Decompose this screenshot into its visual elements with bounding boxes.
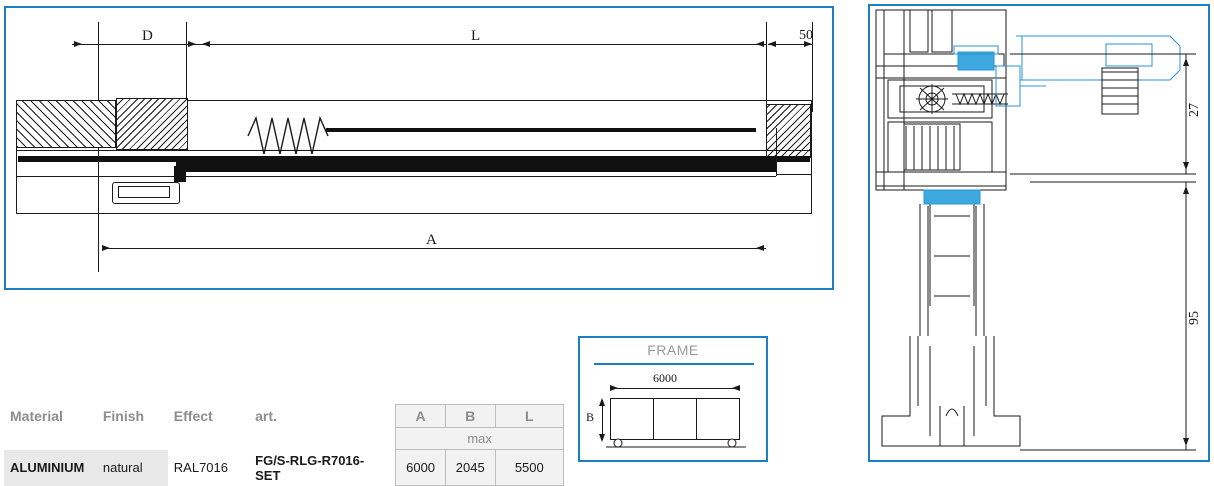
tension-rod: [326, 128, 756, 132]
table-row: [4, 450, 564, 486]
dimension-label-D: D: [142, 28, 153, 44]
max-label: max: [396, 428, 564, 450]
arrow-icon: [768, 41, 776, 47]
spacer-cell: [4, 428, 396, 450]
dimension-label-L: L: [471, 28, 481, 44]
cell-finish: natural: [97, 450, 168, 486]
cross-section-drawing: [870, 6, 1208, 460]
header-art: art.: [255, 408, 277, 424]
arrow-icon: [188, 41, 196, 47]
arrow-icon: [610, 385, 618, 391]
cell-l: 5500: [495, 450, 563, 486]
cross-section-panel: [868, 4, 1210, 462]
frame-mullion: [696, 398, 697, 440]
table-header-row: [4, 405, 564, 428]
cell-material: ALUMINIUM: [4, 450, 97, 486]
end-detail-line: [776, 128, 777, 176]
rail-edge-line: [16, 150, 812, 151]
header-b: B: [445, 405, 495, 428]
main-assembly-panel: [4, 6, 834, 290]
arrow-icon: [756, 245, 764, 251]
frame-divider: [594, 363, 754, 365]
header-material: Material: [10, 408, 63, 424]
cell-a: 6000: [396, 450, 446, 486]
dimension-label-95: 95: [1187, 311, 1202, 325]
end-detail-line: [776, 174, 812, 175]
header-a: A: [396, 405, 446, 428]
arrow-icon: [102, 245, 110, 251]
connector-block: [174, 166, 186, 182]
cell-b: 2045: [445, 450, 495, 486]
rail-edge-line: [16, 176, 776, 177]
spec-table: [4, 404, 564, 486]
table-max-row: [4, 428, 564, 450]
frame-panel: [578, 336, 768, 462]
header-l: L: [495, 405, 563, 428]
frame-mullion: [653, 398, 654, 440]
hatched-block-left: [16, 100, 116, 148]
header-finish: Finish: [102, 408, 145, 424]
frame-outline: [610, 398, 740, 440]
frame-width-dim-line: [610, 388, 740, 389]
extension-line: [186, 22, 187, 102]
frame-title: FRAME: [647, 342, 699, 358]
frame-width-label: 6000: [653, 371, 677, 385]
dimension-label-27: 27: [1187, 103, 1202, 117]
cell-effect: RAL7016: [173, 460, 228, 475]
arrow-icon: [756, 41, 764, 47]
header-effect: Effect: [173, 408, 213, 424]
spring-symbol: [246, 106, 336, 166]
roller-icons: [606, 436, 746, 450]
cell-art: FG/S-RLG-R7016-SET: [255, 452, 365, 483]
arrow-icon: [599, 398, 605, 406]
arrow-icon: [74, 41, 82, 47]
arrow-icon: [732, 385, 740, 391]
bracket-detail-inner: [118, 186, 170, 198]
dimension-label-A: A: [426, 232, 437, 248]
dimension-label-50: 50: [799, 28, 813, 43]
frame-height-label: B: [586, 410, 595, 424]
arrow-icon: [599, 434, 605, 442]
hatched-block-bracket: [116, 98, 188, 150]
